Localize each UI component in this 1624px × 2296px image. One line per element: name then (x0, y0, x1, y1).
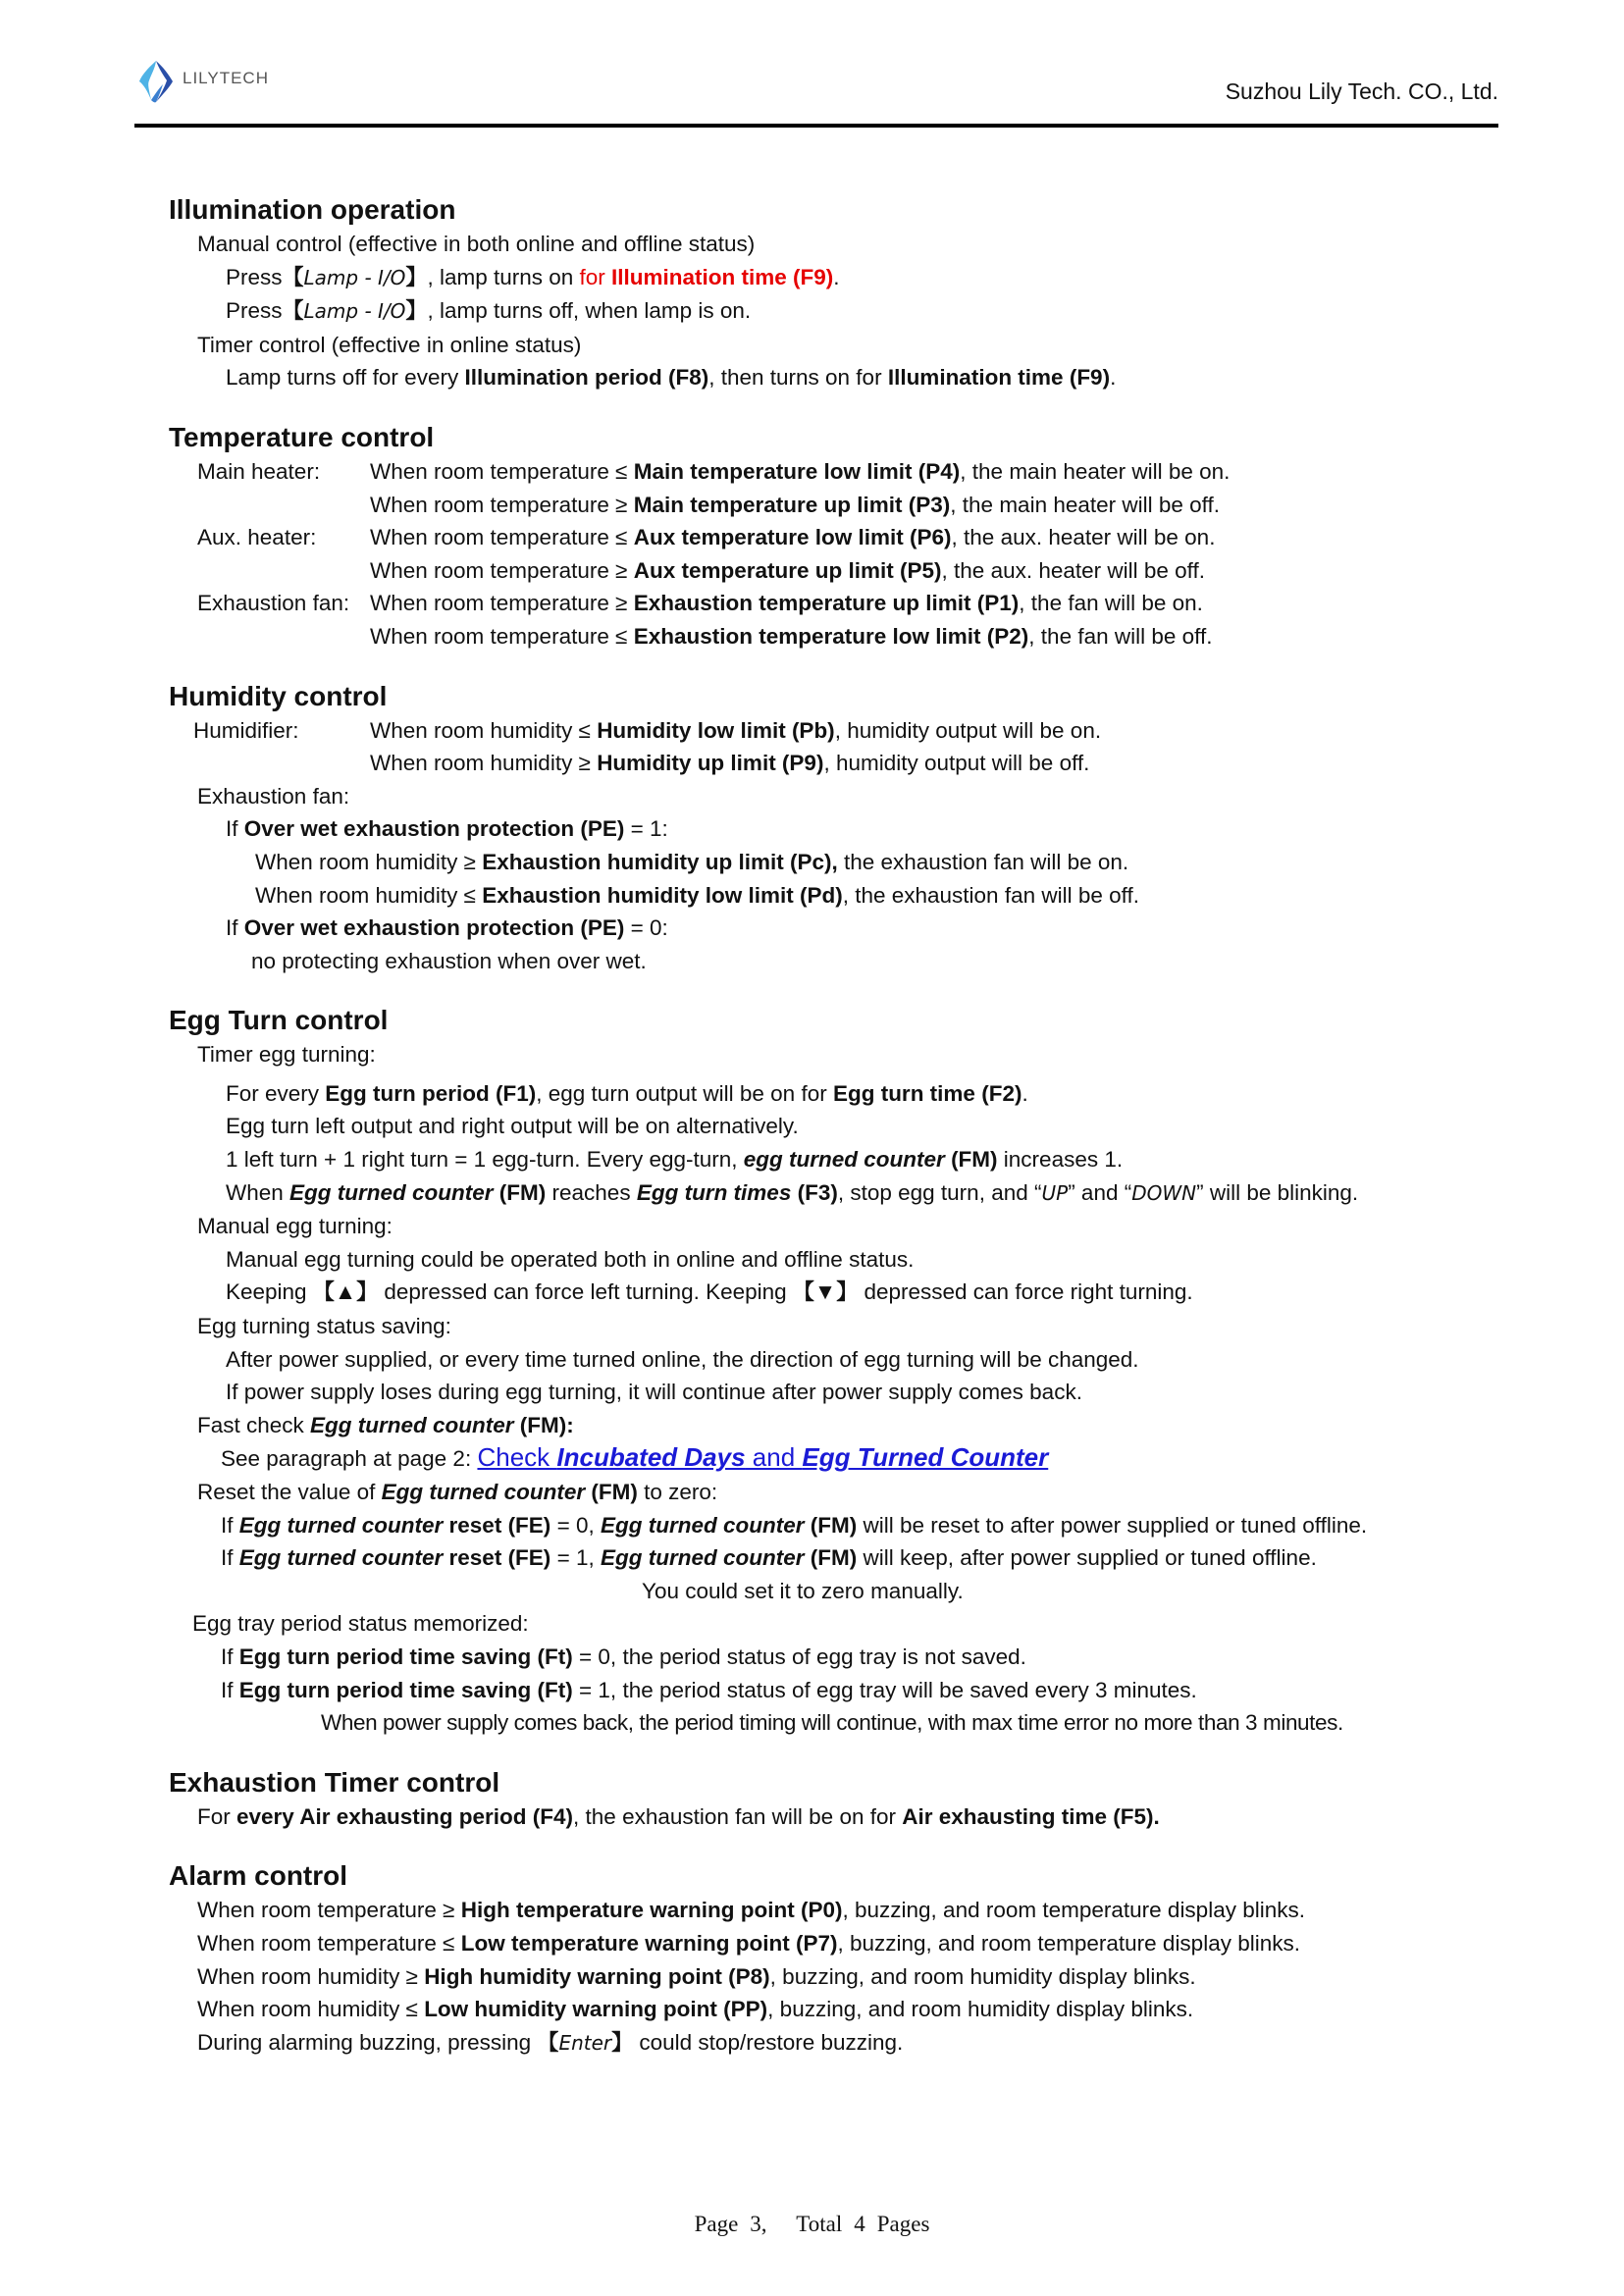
section-title: Humidity control (169, 680, 388, 711)
status-saving-line: After power supplied, or every time turned online, the direction of egg turning will be changed. (226, 1346, 1139, 1372)
reset-label: Reset the value of Egg turned counter (FM) to zero: (197, 1480, 718, 1504)
temp-row: Exhaustion fan: When room temperature ≥ Exhaustion temperature up limit (P1), the fan will be on. (197, 591, 1203, 616)
force-turning-line: Keeping 【▲】 depressed can force left turning. Keeping 【▼】 depressed can force right turning. (226, 1279, 1193, 1306)
lamp-key: Lamp - I/O (303, 299, 406, 324)
timer-control-line: Lamp turns off for every Illumination period (F8), then turns on for Illumination time (F9). (226, 365, 1117, 391)
alarm-row: When room humidity ≤ Low humidity warning point (PP), buzzing, and room humidity display blinks. (197, 1997, 1194, 2022)
section-humidity (169, 679, 1523, 978)
section-title: Illumination operation (169, 194, 456, 225)
fast-check-label: Fast check Egg turned counter (FM): (197, 1412, 574, 1437)
pe1-off-line: When room humidity ≤ Exhaustion humidity low limit (Pd), the exhaustion fan will be off. (255, 882, 1139, 908)
egg-turn-period-line: For every Egg turn period (F1), egg turn output will be on for Egg turn time (F2). (226, 1080, 1028, 1106)
temp-row: Main heater: When room temperature ≤ Main temperature low limit (P4), the main heater will be on. (197, 458, 1231, 484)
temp-row: When room temperature ≥ Aux temperature up limit (P5), the aux. heater will be off. (370, 557, 1206, 583)
section-alarm (169, 1858, 1523, 2060)
page-footer: Page 3, Total 4 Pages (694, 2212, 930, 2236)
company-logo (137, 59, 269, 104)
alarm-row: When room humidity ≥ High humidity warning point (P8), buzzing, and room humidity display blinks. (197, 1963, 1196, 1989)
tray-memorized-label: Egg tray period status memorized: (192, 1611, 529, 1637)
document-body (169, 192, 1523, 2085)
pe1-line: If Over wet exhaustion protection (PE) = 1: (226, 816, 668, 842)
section-title: Alarm control (169, 1860, 348, 1892)
pe1-on-line: When room humidity ≥ Exhaustion humidity up limit (Pc), the exhaustion fan will be on. (255, 849, 1129, 874)
exhaustion-timer-line: For every Air exhausting period (F4), the exhaustion fan will be on for Air exhausting time (F5). (197, 1803, 1160, 1829)
status-saving-line: If power supply loses during egg turning, it will continue after power supply comes back. (226, 1380, 1082, 1405)
up-arrow-key-icon: ▲ (334, 1279, 357, 1305)
enter-key-line: During alarming buzzing, pressing 【Enter】 could stop/restore buzzing. (197, 2029, 904, 2056)
timer-egg-turning-label: Timer egg turning: (197, 1042, 376, 1068)
ft-note: When power supply comes back, the period timing will continue, with max time error no more than 3 minutes. (321, 1710, 1343, 1736)
section-temperature (169, 420, 1523, 653)
page2-cross-reference-link[interactable]: Check Incubated Days and Egg Turned Counter (477, 1442, 1049, 1473)
section-title: Egg Turn control (169, 1005, 389, 1036)
manual-reset-note: You could set it to zero manually. (642, 1578, 964, 1603)
section-illumination (169, 192, 1523, 394)
humidifier-row: When room humidity ≥ Humidity up limit (P9), humidity output will be off. (370, 751, 1090, 776)
press-lamp-on-line: Press【Lamp - I/O】, lamp turns on for Illumination time (F9). (226, 264, 840, 290)
humidifier-row: Humidifier: When room humidity ≤ Humidity low limit (Pb), humidity output will be on. (193, 717, 1102, 743)
manual-egg-turning-label: Manual egg turning: (197, 1214, 393, 1239)
counter-increase-line: 1 left turn + 1 right turn = 1 egg-turn. Every egg-turn, egg turned counter (FM) increases 1. (226, 1147, 1124, 1173)
enter-key: Enter (558, 2030, 612, 2055)
status-saving-label: Egg turning status saving: (197, 1314, 451, 1339)
alarm-row: When room temperature ≤ Low temperature warning point (P7), buzzing, and room temperature display blinks. (197, 1930, 1300, 1956)
company-name: Suzhou Lily Tech. CO., Ltd. (1225, 78, 1498, 104)
page-number: 3, (750, 2212, 767, 2236)
fast-check-line: See paragraph at page 2: Check Incubated Days and Egg Turned Counter (221, 1442, 1049, 1473)
reset-fe1-line: If Egg turned counter reset (FE) = 1, Egg turned counter (FM) will keep, after power supplied or tuned offline. (221, 1545, 1317, 1571)
reset-fe0-line: If Egg turned counter reset (FE) = 0, Egg turned counter (FM) will be reset to after power supplied or tuned offline. (221, 1512, 1368, 1538)
temp-row: When room temperature ≥ Main temperature up limit (P3), the main heater will be off. (370, 492, 1221, 517)
section-egg-turn (169, 1003, 1523, 1739)
alarm-row: When room temperature ≥ High temperature warning point (P0), buzzing, and room temperature display blinks. (197, 1898, 1305, 1923)
temp-row: Aux. heater: When room temperature ≤ Aux temperature low limit (P6), the aux. heater will be on. (197, 525, 1216, 550)
temp-row: When room temperature ≤ Exhaustion temperature low limit (P2), the fan will be off. (370, 623, 1213, 649)
pe0-line: If Over wet exhaustion protection (PE) = 0: (226, 915, 668, 941)
pe0-text: no protecting exhaustion when over wet. (251, 948, 647, 973)
ft1-line: If Egg turn period time saving (Ft) = 1, the period status of egg tray will be saved every 3 minutes. (221, 1677, 1197, 1702)
section-title: Exhaustion Timer control (169, 1766, 500, 1798)
exhaustion-fan-label: Exhaustion fan: (197, 783, 350, 809)
header-divider (134, 124, 1498, 128)
section-title: Temperature control (169, 421, 435, 452)
counter-reach-line: When Egg turned counter (FM) reaches Egg turn times (F3), stop egg turn, and “UP” and “DOWN” will be blinking. (226, 1179, 1359, 1205)
lamp-key: Lamp - I/O (303, 265, 406, 289)
down-arrow-key-icon: ▼ (813, 1279, 837, 1305)
section-exhaustion-timer (169, 1765, 1523, 1834)
timer-control-label: Timer control (effective in online status) (197, 332, 582, 357)
manual-egg-turning-line: Manual egg turning could be operated both in online and offline status. (226, 1246, 915, 1272)
logo-text: LILYTECH (183, 69, 269, 87)
lilytech-logo-icon (137, 59, 175, 104)
page-header (0, 0, 1624, 137)
press-lamp-off-line: Press【Lamp - I/O】, lamp turns off, when lamp is on. (226, 298, 752, 325)
total-pages: 4 (854, 2212, 865, 2236)
alternate-line: Egg turn left output and right output will be on alternatively. (226, 1114, 799, 1139)
ft0-line: If Egg turn period time saving (Ft) = 0, the period status of egg tray is not saved. (221, 1644, 1026, 1669)
manual-control-label: Manual control (effective in both online and offline status) (197, 232, 756, 256)
